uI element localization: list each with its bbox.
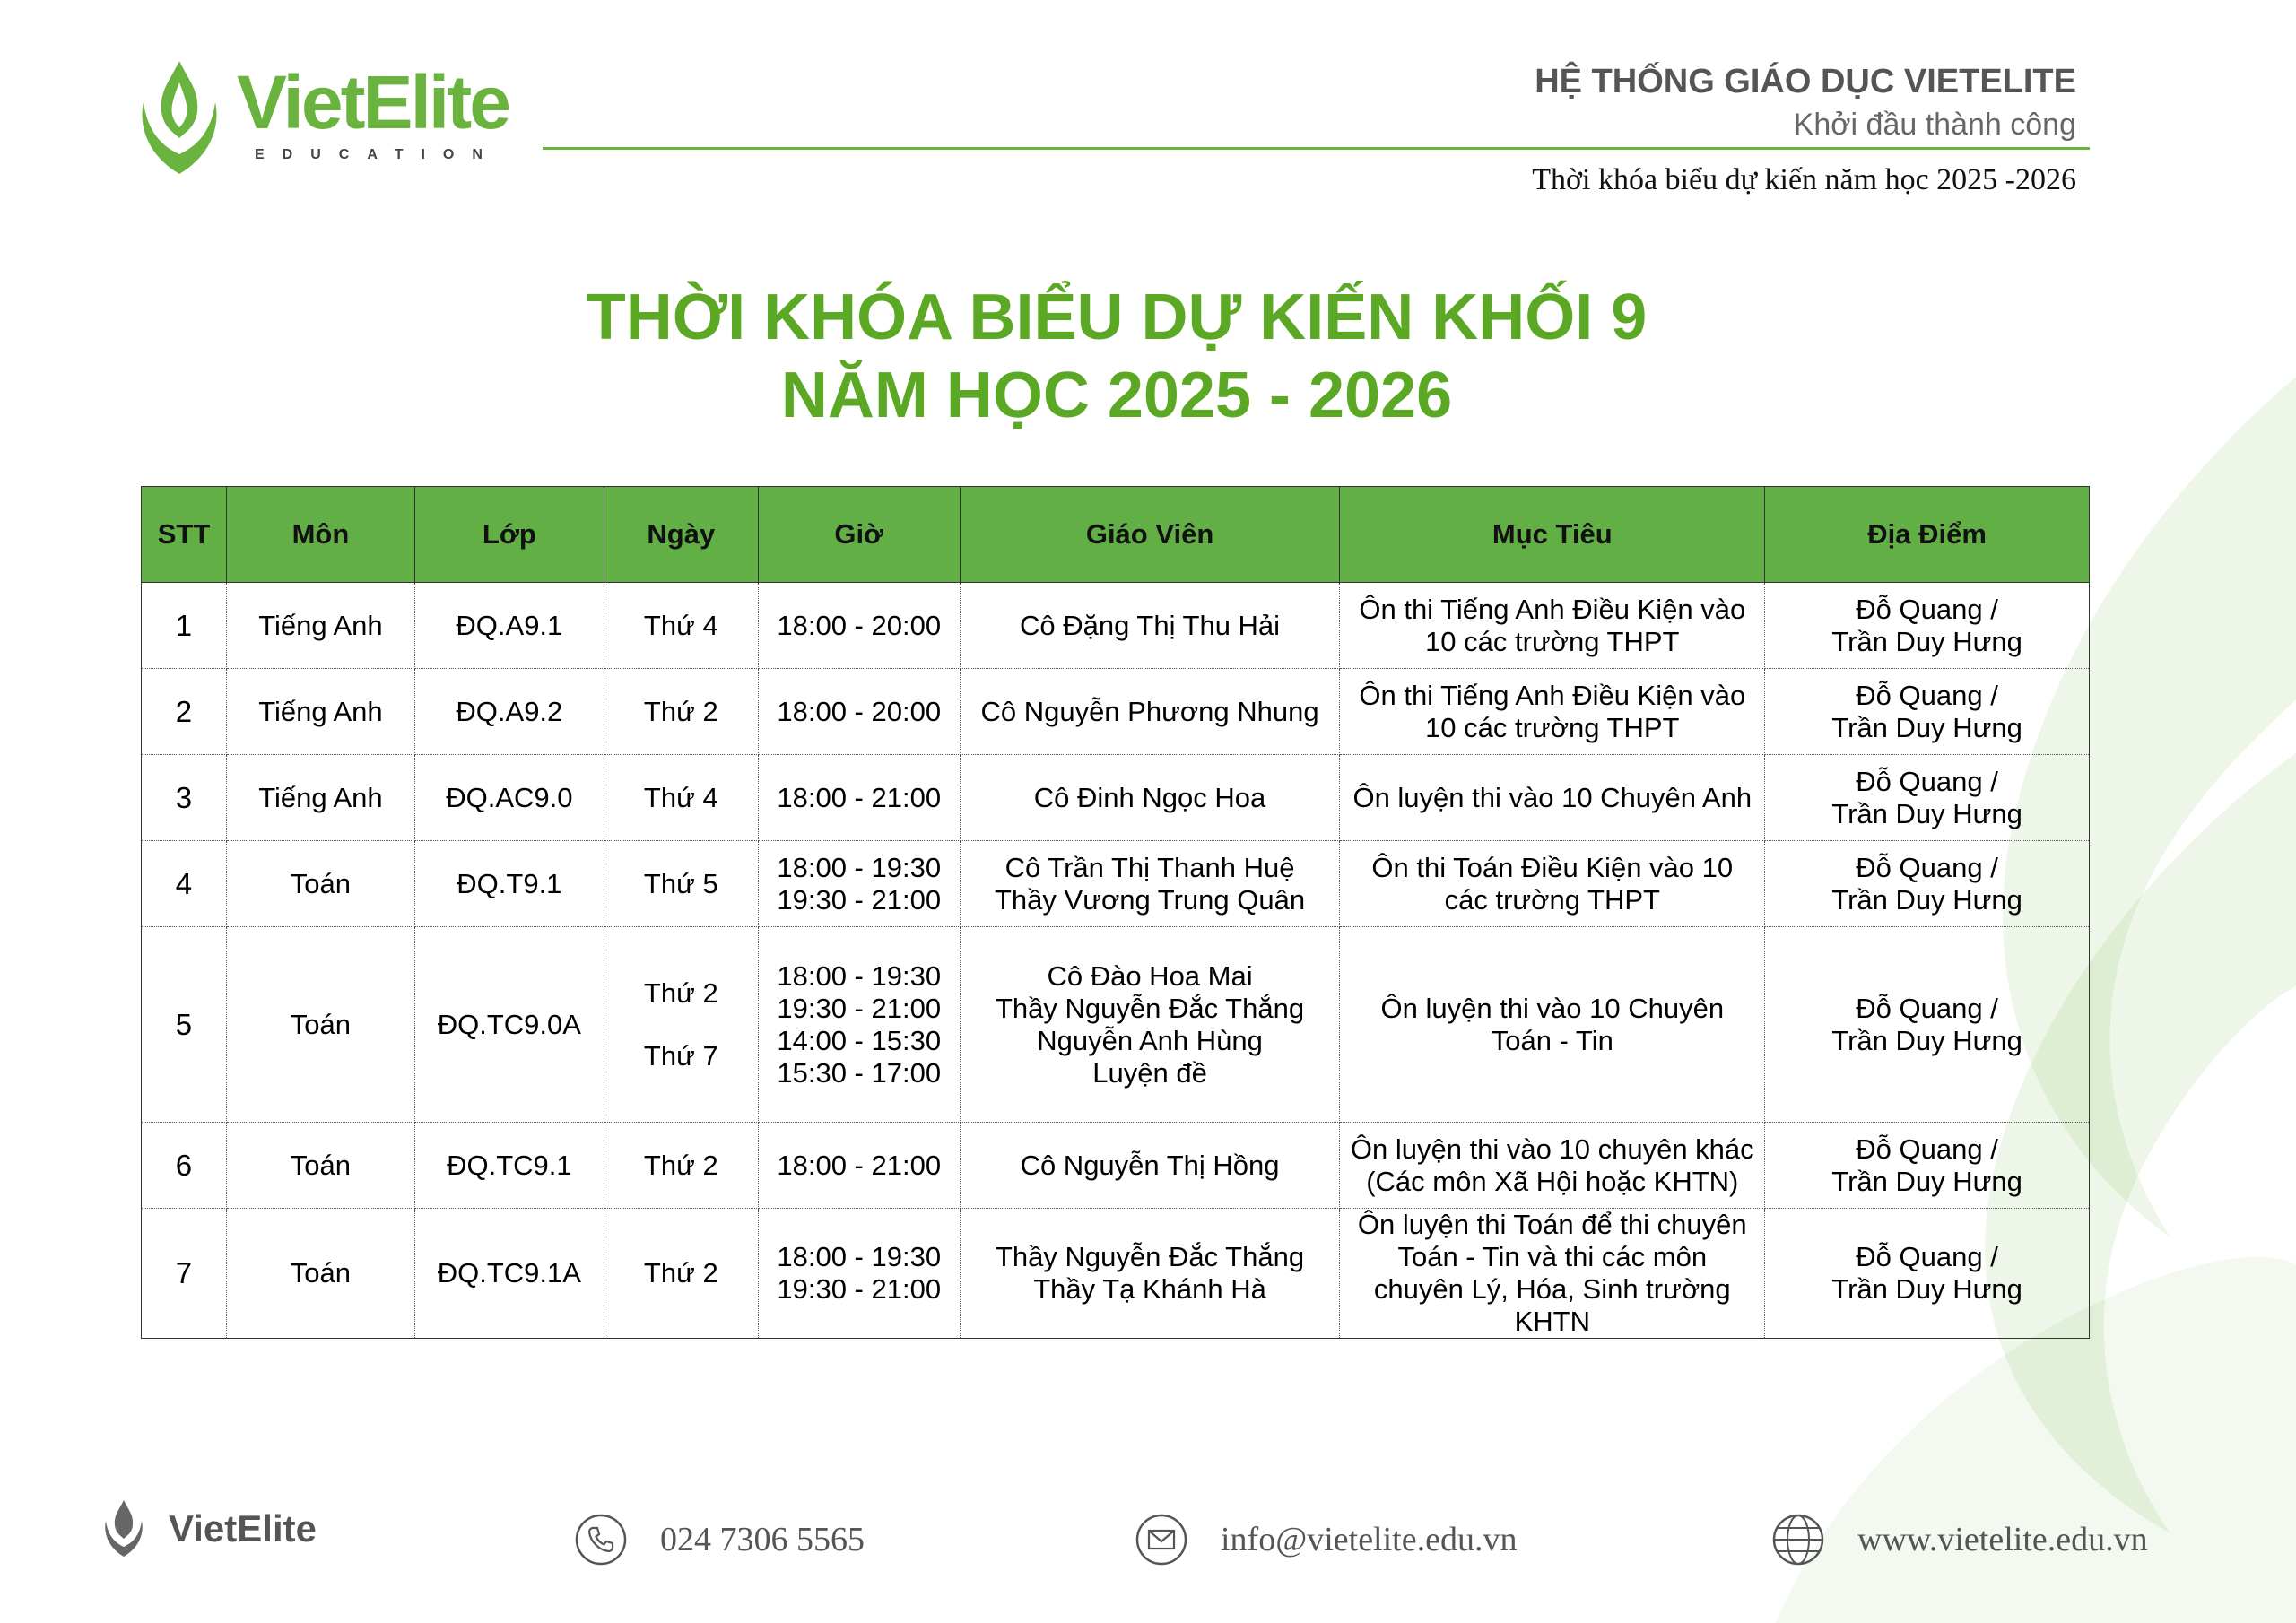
- cell-lop: ĐQ.T9.1: [414, 841, 604, 927]
- cell-ngay: [604, 755, 758, 841]
- footer-email[interactable]: [1135, 1499, 1517, 1580]
- muc-tieu-line: Ôn luyện thi vào 10 chuyên khác: [1350, 1133, 1754, 1165]
- cell-dia-diem: [1765, 583, 2090, 669]
- cell-stt: 1: [142, 583, 227, 669]
- muc-tieu-line: Ôn thi Tiếng Anh Điều Kiện vào: [1359, 679, 1746, 711]
- cell-ngay: [604, 841, 758, 927]
- dia-diem-line: Đỗ Quang /: [1856, 851, 1998, 883]
- muc-tieu-line: Ôn thi Tiếng Anh Điều Kiện vào: [1359, 593, 1746, 625]
- gio-line: 19:30 - 21:00: [777, 883, 942, 916]
- giao-vien-line: Cô Nguyễn Thị Hồng: [1020, 1149, 1280, 1181]
- page-title-line-2: NĂM HỌC 2025 - 2026: [780, 360, 1453, 431]
- cell-ngay: [604, 1123, 758, 1209]
- gio-line: 14:00 - 15:30: [777, 1024, 942, 1056]
- giao-vien-line: Thầy Nguyễn Đắc Thắng: [996, 1241, 1305, 1272]
- giao-vien-line: Nguyễn Anh Hùng: [1037, 1024, 1263, 1056]
- footer-phone[interactable]: [574, 1499, 865, 1580]
- footer-brand: [97, 1488, 317, 1569]
- phone-number[interactable]: 024 7306 5565: [660, 1521, 865, 1558]
- gio-line: 18:00 - 21:00: [777, 1149, 942, 1181]
- cell-stt: 2: [142, 669, 227, 755]
- dia-diem-line: Trần Duy Hưng: [1831, 883, 2022, 916]
- gio-line: 18:00 - 21:00: [777, 781, 942, 813]
- dia-diem-line: Trần Duy Hưng: [1831, 1273, 2022, 1305]
- cell-muc-tieu: [1340, 755, 1765, 841]
- footer-website[interactable]: [1771, 1499, 2148, 1580]
- table-row: [142, 1123, 2090, 1209]
- cell-ngay: [604, 1209, 758, 1339]
- giao-vien-line: Cô Đinh Ngọc Hoa: [1033, 781, 1266, 813]
- column-header-lop: Lớp: [414, 487, 604, 583]
- cell-dia-diem: [1765, 841, 2090, 927]
- muc-tieu-line: 10 các trường THPT: [1425, 711, 1680, 743]
- vietelite-logo: [126, 47, 547, 181]
- gio-line: 19:30 - 21:00: [777, 992, 942, 1024]
- table-row: [142, 1209, 2090, 1339]
- cell-muc-tieu: [1340, 669, 1765, 755]
- cell-lop: ĐQ.TC9.1: [414, 1123, 604, 1209]
- muc-tieu-line: Toán - Tin và thi các môn: [1397, 1241, 1708, 1272]
- cell-muc-tieu: [1340, 1209, 1765, 1339]
- cell-lop: ĐQ.AC9.0: [414, 755, 604, 841]
- slogan: Khởi đầu thành công: [1793, 108, 2076, 142]
- dia-diem-line: Đỗ Quang /: [1856, 1133, 1998, 1165]
- giao-vien-line: Luyện đề: [1092, 1056, 1207, 1089]
- dia-diem-line: Đỗ Quang /: [1856, 593, 1998, 625]
- column-header-mon: Môn: [226, 487, 414, 583]
- cell-gio: [758, 1123, 960, 1209]
- cell-giao-vien: [960, 841, 1340, 927]
- ngay-line: Thứ 2: [643, 976, 718, 1009]
- ngay-line: Thứ 7: [643, 1039, 718, 1072]
- page-title-line-1: THỜI KHÓA BIỂU DỰ KIẾN KHỐI 9: [586, 282, 1648, 353]
- table-row: [142, 841, 2090, 927]
- muc-tieu-line: 10 các trường THPT: [1425, 625, 1680, 657]
- cell-muc-tieu: [1340, 1123, 1765, 1209]
- cell-dia-diem: [1765, 927, 2090, 1123]
- cell-mon: Tiếng Anh: [226, 669, 414, 755]
- column-header-muc-tieu: Mục Tiêu: [1340, 487, 1765, 583]
- cell-giao-vien: [960, 669, 1340, 755]
- cell-dia-diem: [1765, 669, 2090, 755]
- dia-diem-line: Đỗ Quang /: [1856, 1241, 1998, 1272]
- cell-ngay: [604, 583, 758, 669]
- muc-tieu-line: Ôn luyện thi vào 10 Chuyên: [1380, 992, 1725, 1024]
- cell-giao-vien: [960, 583, 1340, 669]
- cell-giao-vien: [960, 1123, 1340, 1209]
- column-header-ngay: Ngày: [604, 487, 758, 583]
- table-header-row: [142, 487, 2090, 583]
- ngay-line: Thứ 2: [643, 1149, 718, 1181]
- cell-muc-tieu: [1340, 927, 1765, 1123]
- muc-tieu-line: Ôn luyện thi vào 10 Chuyên Anh: [1352, 781, 1752, 813]
- cell-mon: Toán: [226, 1123, 414, 1209]
- header-divider: [543, 147, 2090, 150]
- cell-gio: [758, 583, 960, 669]
- cell-stt: 3: [142, 755, 227, 841]
- cell-muc-tieu: [1340, 841, 1765, 927]
- dia-diem-line: Trần Duy Hưng: [1831, 1024, 2022, 1056]
- muc-tieu-line: Toán - Tin: [1491, 1024, 1613, 1056]
- cell-stt: 6: [142, 1123, 227, 1209]
- cell-stt: 5: [142, 927, 227, 1123]
- giao-vien-line: Cô Nguyễn Phương Nhung: [980, 695, 1319, 727]
- gio-line: 19:30 - 21:00: [777, 1273, 942, 1305]
- cell-mon: Tiếng Anh: [226, 583, 414, 669]
- cell-dia-diem: [1765, 1123, 2090, 1209]
- cell-dia-diem: [1765, 1209, 2090, 1339]
- cell-gio: [758, 927, 960, 1123]
- muc-tieu-line: (Các môn Xã Hội hoặc KHTN): [1366, 1165, 1739, 1197]
- cell-ngay: [604, 927, 758, 1123]
- ngay-line: Thứ 2: [643, 695, 718, 727]
- muc-tieu-line: Ôn thi Toán Điều Kiện vào 10: [1371, 851, 1734, 883]
- globe-icon: [1771, 1513, 1825, 1567]
- cell-lop: ĐQ.TC9.1A: [414, 1209, 604, 1339]
- document-subtitle: Thời khóa biểu dự kiến năm học 2025 -2026: [1532, 163, 2076, 196]
- gio-line: 18:00 - 19:30: [777, 851, 942, 883]
- cell-mon: Toán: [226, 1209, 414, 1339]
- cell-mon: Toán: [226, 927, 414, 1123]
- ngay-line: Thứ 4: [643, 781, 718, 813]
- cell-lop: ĐQ.A9.1: [414, 583, 604, 669]
- mail-icon: [1135, 1513, 1188, 1567]
- gio-line: 18:00 - 20:00: [777, 609, 942, 641]
- gio-line: 18:00 - 19:30: [777, 959, 942, 992]
- flame-logo-icon: [126, 56, 233, 181]
- cell-lop: ĐQ.TC9.0A: [414, 927, 604, 1123]
- cell-giao-vien: [960, 755, 1340, 841]
- table-row: [142, 927, 2090, 1123]
- cell-gio: [758, 755, 960, 841]
- giao-vien-line: Cô Trần Thị Thanh Huệ: [1004, 851, 1295, 883]
- column-header-stt: STT: [142, 487, 227, 583]
- muc-tieu-line: Ôn luyện thi Toán để thi chuyên: [1357, 1209, 1747, 1240]
- gio-line: 15:30 - 17:00: [777, 1056, 942, 1089]
- dia-diem-line: Trần Duy Hưng: [1831, 711, 2022, 743]
- cell-stt: 4: [142, 841, 227, 927]
- cell-gio: [758, 841, 960, 927]
- muc-tieu-line: các trường THPT: [1444, 883, 1660, 916]
- column-header-gio: Giờ: [758, 487, 960, 583]
- schedule-table: [141, 486, 2090, 1339]
- giao-vien-line: Thầy Tạ Khánh Hà: [1033, 1273, 1266, 1305]
- muc-tieu-line: chuyên Lý, Hóa, Sinh trường: [1373, 1273, 1731, 1305]
- website-url[interactable]: www.vietelite.edu.vn: [1857, 1521, 2148, 1558]
- cell-dia-diem: [1765, 755, 2090, 841]
- dia-diem-line: Trần Duy Hưng: [1831, 625, 2022, 657]
- giao-vien-line: Thầy Nguyễn Đắc Thắng: [996, 992, 1305, 1024]
- giao-vien-line: Thầy Vương Trung Quân: [994, 883, 1306, 916]
- ngay-line: Thứ 5: [643, 867, 718, 899]
- cell-ngay: [604, 669, 758, 755]
- cell-stt: 7: [142, 1209, 227, 1339]
- cell-lop: ĐQ.A9.2: [414, 669, 604, 755]
- cell-giao-vien: [960, 1209, 1340, 1339]
- dia-diem-line: Đỗ Quang /: [1856, 679, 1998, 711]
- cell-gio: [758, 669, 960, 755]
- phone-icon: [574, 1513, 628, 1567]
- ngay-line: Thứ 2: [643, 1257, 718, 1289]
- footer-flame-icon: [97, 1495, 151, 1563]
- logo-subtext: EDUCATION: [255, 147, 500, 162]
- footer-brand-name: VietElite: [169, 1507, 317, 1549]
- gio-line: 18:00 - 20:00: [777, 695, 942, 727]
- cell-mon: Toán: [226, 841, 414, 927]
- cell-giao-vien: [960, 927, 1340, 1123]
- column-header-dia-diem: Địa Điểm: [1765, 487, 2090, 583]
- dia-diem-line: Đỗ Quang /: [1856, 765, 1998, 797]
- email-address[interactable]: info@vietelite.edu.vn: [1221, 1521, 1518, 1558]
- table-row: [142, 755, 2090, 841]
- ngay-line: Thứ 4: [643, 609, 718, 641]
- giao-vien-line: Cô Đào Hoa Mai: [1047, 959, 1253, 992]
- organization-name: HỆ THỐNG GIÁO DỤC VIETELITE: [1535, 63, 2076, 100]
- cell-mon: Tiếng Anh: [226, 755, 414, 841]
- cell-gio: [758, 1209, 960, 1339]
- muc-tieu-line: KHTN: [1514, 1306, 1590, 1337]
- dia-diem-line: Trần Duy Hưng: [1831, 797, 2022, 829]
- dia-diem-line: Trần Duy Hưng: [1831, 1165, 2022, 1197]
- dia-diem-line: Đỗ Quang /: [1856, 992, 1998, 1024]
- table-row: [142, 669, 2090, 755]
- column-header-giao-vien: Giáo Viên: [960, 487, 1340, 583]
- giao-vien-line: Cô Đặng Thị Thu Hải: [1020, 609, 1281, 641]
- gio-line: 18:00 - 19:30: [777, 1241, 942, 1272]
- cell-muc-tieu: [1340, 583, 1765, 669]
- logo-wordmark: VietElite: [237, 60, 509, 144]
- table-row: [142, 583, 2090, 669]
